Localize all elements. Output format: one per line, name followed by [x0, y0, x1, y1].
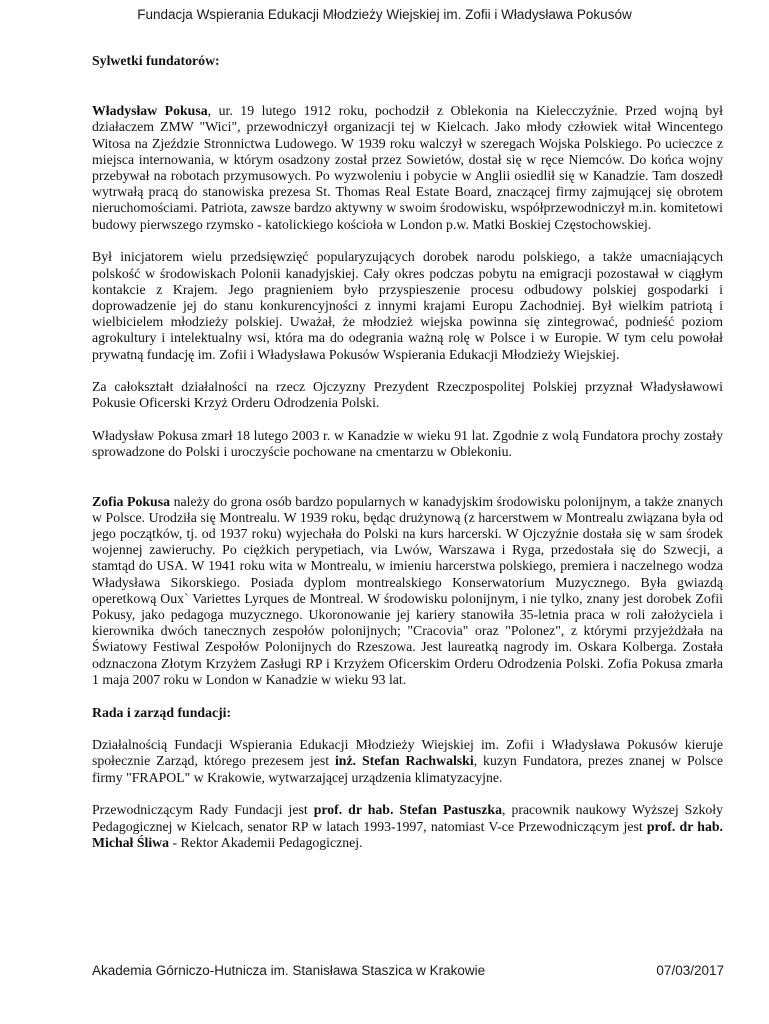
section-title-founders: Sylwetki fundatorów:	[92, 53, 220, 68]
paragraph-text: Przewodniczącym Rady Fundacji jest	[92, 802, 314, 818]
paragraph-text: , kuzyn Fundatora, prezes znanej w Polsce firmy "FRAPOL" w Krakowie, wytwarzającej urządzenia klimatyzacyjne.	[92, 753, 723, 785]
person-name-sliwa: prof. dr hab. Michał Śliwa	[92, 818, 723, 850]
person-name-pastuszka: prof. dr hab. Stefan Pastuszka	[313, 802, 502, 818]
section-title-board: Rada i zarząd fundacji:	[92, 704, 232, 720]
person-name-rachwalski: inż. Stefan Rachwalski	[334, 753, 474, 769]
paragraph-text: Działalnością Fundacji Wspierania Edukacji Młodzieży Wiejskiej im. Zofii i Władysława Pokusów kieruje społecznie Zarząd, którego prezesem jest	[92, 737, 723, 769]
paragraph-text: należy do grona osób bardzo popularnych w kanadyjskim środowisku polonijnym, a także znanych w Polsce. Urodziła się Montrealu. W 1939 roku, będąc drużynową (z harcerstwem w Montrealu związana była od jego początków, tj. od 1937 roku) wyjechała do Polski na kurs harcerski. W Ojczyźnie dostała się w sam środek wojennej zawieruchy. Po ciężkich perypetiach, via Lwów, Warszawa i Ryga, przedostała się do Szwecji, a stamtąd do USA. W 1941 roku wita w Montrealu, w imieniu harcerstwa polskiego, premiera i naczelnego wodza Władysława Sikorskiego. Posiada dyplom montrealskiego Konserwatorium Muzycznego. Była gwiazdą operetkową Oux` Variettes Lyrques de Montreal. W środowisku polonijnym, i nie tylko, znany jest dorobek Zofii Pokusy, jako pedagoga muzycznego. Ukoronowanie jej kariery stanowiła 35-letnia praca w roli założyciela i kierownika dwóch tanecznych zespołów polonijnych; "Cracovia" oraz "Polonez", z którymi przyjeżdżała na Światowy Festiwal Zespołów Polonijnych do Rzeszowa. Jest laureatką nagrody im. Oskara Kolberga. Została odznaczona Złotym Krzyżem Zasługi RP i Krzyżem Oficerskim Orderu Odrodzenia Polski. Zofia Pokusa zmarła 1 maja 2007 roku w London w Kanadzie w wieku 93 lat.	[92, 493, 723, 687]
paragraph-board-management	[92, 737, 723, 786]
founder-name-wladyslaw: Władysław Pokusa	[92, 103, 208, 119]
paragraph-text: , ur. 19 lutego 1912 roku, pochodził z Oblekonia na Kielecczyźnie. Przed wojną był działaczem ZMW "Wici", przewodniczył organizacji tej w Kielcach. Jako młody człowiek witał Wincentego Witosa na Zjeździe Stronnictwa Ludowego. W 1939 roku walczył w szeregach Wojska Polskiego. Po ucieczce z miejsca internowania, w którym osadzony został przez Sowietów, dostał się w ręce Niemców. Do końca wojny przebywał na robotach przymusowych. Po wyzwoleniu i pobycie w Anglii osiedlił się w Kanadzie. Tam doszedł wytrwałą pracą do stanowiska prezesa St. Thomas Real Estate Board, znaczącej firmy zajmującej się obrotem nieruchomościami. Patriota, zawsze bardzo aktywny w swoim środowisku, współprzewodniczył m.in. komitetowi budowy pierwszego rzymsko - katolickiego kościoła w London p.w. Matki Boskiej Częstochowskiej.	[92, 103, 723, 232]
document-body	[92, 53, 723, 851]
paragraph-text: - Rektor Akademii Pedagogicznej.	[169, 834, 363, 850]
footer-date: 07/03/2017	[656, 963, 724, 978]
paragraph-wladyslaw-death: Władysław Pokusa zmarł 18 lutego 2003 r. w Kanadzie w wieku 91 lat. Zgodnie z wolą Fundatora prochy zostały sprowadzone do Polski i uroczyście pochowane na cmentarzu w Oblekoniu.	[92, 428, 723, 460]
founder-name-zofia: Zofia Pokusa	[92, 493, 170, 509]
paragraph-wladyslaw-initiatives: Był inicjatorem wielu przedsięwzięć popularyzujących dorobek narodu polskiego, a także umacniających polskość w środowiskach Polonii kanadyjskiej. Cały okres podczas pobytu na emigracji pozostawał w ciągłym kontakcie z Krajem. Jego pragnieniem było przyspieszenie procesu odbudowy polskiej gospodarki i doprowadzenie jej do stanu konkurencyjności z innymi krajami Europu Zachodniej. Był wielkim patriotą i wielbicielem młodzieży polskiej. Uważał, że młodzież wiejska powinna się zintegrować, podnieść poziom agrokultury i intelektualny wsi, która ma do odegrania ważną rolę w Polsce i w Europie. W tym celu powołał prywatną fundację im. Zofii i Władysława Pokusów Wspierania Edukacji Młodzieży Wiejskiej.	[92, 249, 723, 362]
paragraph-text: , pracownik naukowy Wyższej Szkoły Pedagogicznej w Kielcach, senator RP w latach 1993-1997, natomiast V-ce Przewodniczącym jest	[92, 802, 723, 834]
footer-institution: Akademia Górniczo-Hutnicza im. Stanisława Staszica w Krakowie	[92, 963, 486, 978]
paragraph-board-council	[92, 802, 723, 851]
paragraph-wladyslaw-award: Za całokształt działalności na rzecz Ojczyzny Prezydent Rzeczpospolitej Polskiej przyznał Władysławowi Pokusie Oficerski Krzyż Orderu Odrodzenia Polski.	[92, 379, 723, 411]
page-header: Fundacja Wspierania Edukacji Młodzieży Wiejskiej im. Zofii i Władysława Pokusów	[137, 7, 632, 22]
page-footer	[92, 963, 724, 978]
paragraph-zofia-bio	[92, 494, 723, 688]
paragraph-wladyslaw-bio	[92, 103, 723, 233]
